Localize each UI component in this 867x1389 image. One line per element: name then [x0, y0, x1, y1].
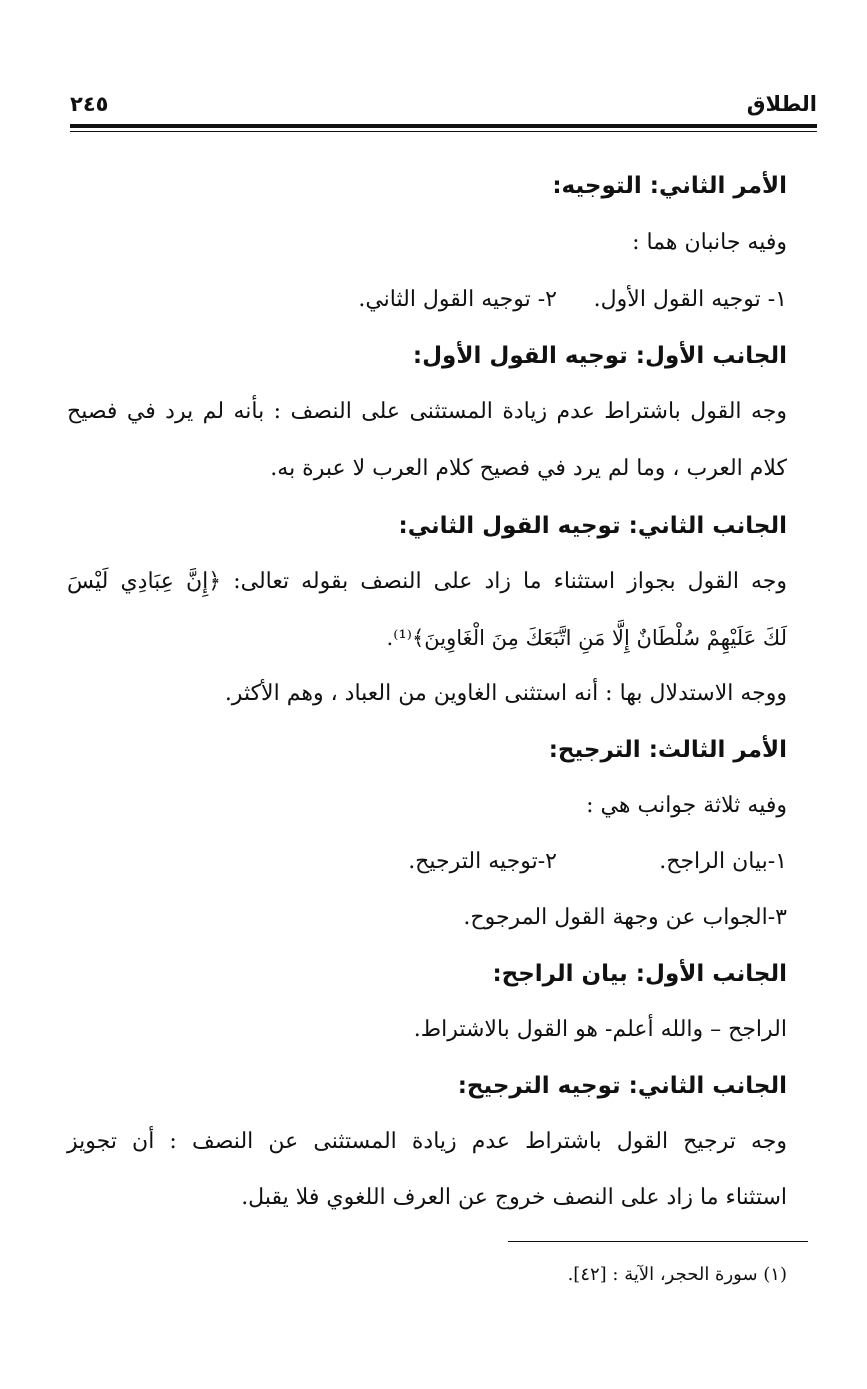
header-rule-thin	[70, 131, 817, 132]
page-number: ٢٤٥	[70, 92, 109, 116]
paragraph-line: كلام العرب ، وما لم يرد في فصيح كلام العرب لا عبرة به.	[270, 456, 787, 481]
list-item: ٢- توجيه القول الثاني.	[358, 287, 557, 312]
quran-verse-line: لَكَ عَلَيْهِمْ سُلْطَانٌ إِلَّا مَنِ اتَّبَعَكَ مِنَ الْغَاوِينَ﴾⁽¹⁾.	[386, 626, 787, 650]
header-rule-thick	[70, 124, 817, 128]
enumerated-list	[67, 842, 787, 882]
list-item: ٣-الجواب عن وجهة القول المرجوح.	[463, 905, 787, 930]
footnote: (١) سورة الحجر، الآية : [٤٢].	[567, 1264, 787, 1285]
running-header	[70, 92, 817, 122]
subsection-heading: الجانب الثاني: توجيه القول الثاني:	[398, 513, 787, 539]
subsection-heading: الجانب الأول: توجيه القول الأول:	[412, 343, 787, 369]
paragraph-line: الراجح – والله أعلم- هو القول بالاشتراط.	[413, 1017, 787, 1042]
paragraph-line: وجه ترجيح القول باشتراط عدم زيادة المستثنى عن النصف : أن تجويز	[67, 1129, 787, 1154]
paragraph-line: وفيه جانبان هما :	[632, 230, 787, 255]
list-item: ١-بيان الراجح.	[659, 849, 787, 874]
subsection-heading: الجانب الأول: بيان الراجح:	[492, 961, 787, 987]
section-heading-tawjih: الأمر الثاني: التوجيه:	[552, 173, 787, 199]
subsection-heading: الجانب الثاني: توجيه الترجيح:	[457, 1073, 787, 1099]
paragraph-line: وجه القول بجواز استثناء ما زاد على النصف بقوله تعالى: ﴿إِنَّ عِبَادِي لَيْسَ	[67, 569, 787, 594]
enumerated-list	[67, 280, 787, 320]
paragraph-line: وجه القول باشتراط عدم زيادة المستثنى على النصف : بأنه لم يرد في فصيح	[67, 399, 787, 424]
paragraph-line: ووجه الاستدلال بها : أنه استثنى الغاوين من العباد ، وهم الأكثر.	[224, 681, 787, 706]
paragraph-line: وفيه ثلاثة جوانب هي :	[586, 793, 787, 818]
list-item: ١- توجيه القول الأول.	[593, 287, 787, 312]
list-item: ٢-توجيه الترجيح.	[408, 849, 557, 874]
section-heading-tarjih: الأمر الثالث: الترجيح:	[548, 737, 787, 763]
footnote-separator	[508, 1241, 808, 1242]
chapter-title: الطلاق	[746, 92, 817, 116]
paragraph-line: استثناء ما زاد على النصف خروج عن العرف اللغوي فلا يقبل.	[241, 1185, 787, 1210]
